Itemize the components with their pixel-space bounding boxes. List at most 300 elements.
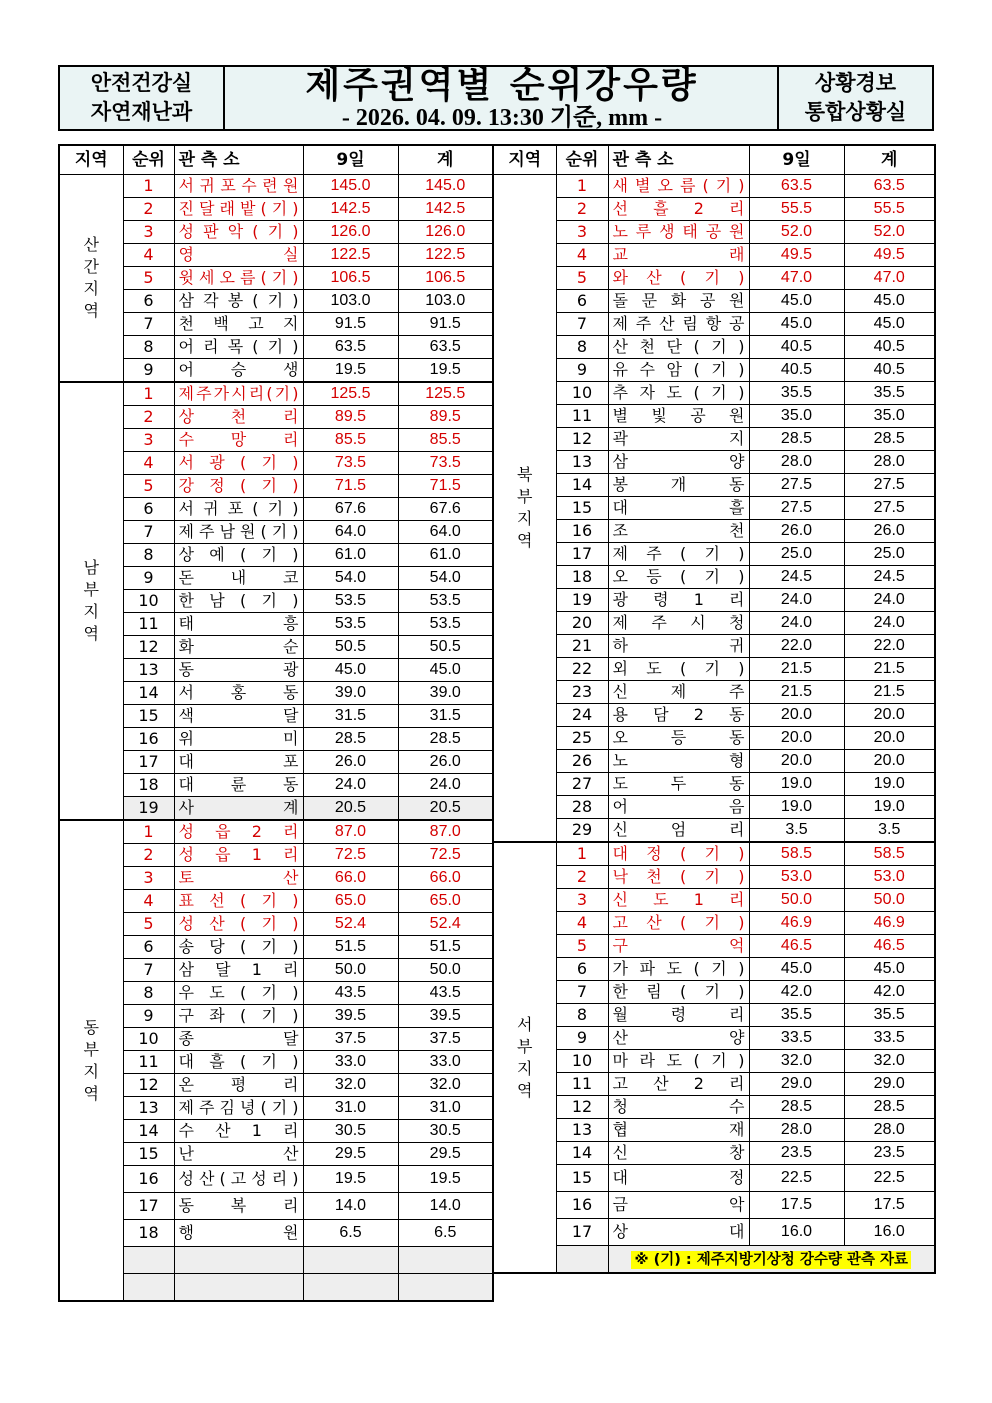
report-subtitle: - 2026. 04. 09. 13:30 기준, mm - <box>341 105 663 131</box>
total-rainfall-cell: 53.0 <box>844 866 935 889</box>
rank-cell: 12 <box>123 1074 174 1097</box>
total-rainfall-cell: 73.5 <box>398 452 493 475</box>
day-rainfall-cell: 28.5 <box>303 728 398 751</box>
station-name: 성 산 ( 기 ) <box>178 914 299 933</box>
station-cell <box>174 1274 303 1302</box>
table-row <box>493 750 935 773</box>
station-name: 제 주 김 녕 ( 기 ) <box>178 1098 299 1117</box>
station-cell <box>608 589 749 612</box>
rank-cell: 13 <box>123 659 174 682</box>
rank-cell: 17 <box>123 1193 174 1220</box>
station-cell <box>608 1073 749 1096</box>
total-rainfall-cell: 32.0 <box>398 1074 493 1097</box>
station-cell <box>174 567 303 590</box>
station-name: 사 계 <box>178 798 299 817</box>
total-rainfall-cell: 35.5 <box>844 382 935 405</box>
station-cell <box>174 290 303 313</box>
station-name: 광 령 1 리 <box>612 590 745 609</box>
total-rainfall-cell: 22.0 <box>844 635 935 658</box>
station-name: 삼 양 <box>612 452 745 471</box>
total-rainfall-cell: 19.5 <box>398 1166 493 1193</box>
day-rainfall-cell: 28.5 <box>749 428 844 451</box>
station-name: 수 망 리 <box>178 430 299 449</box>
station-cell <box>174 267 303 290</box>
total-rainfall-cell: 145.0 <box>398 175 493 198</box>
station-name: 삼 달 1 리 <box>178 960 299 979</box>
rank-cell: 1 <box>123 382 174 406</box>
total-rainfall-cell: 29.0 <box>844 1073 935 1096</box>
station-name: 상 천 리 <box>178 407 299 426</box>
day-rainfall-cell: 89.5 <box>303 406 398 429</box>
station-cell <box>174 913 303 936</box>
total-rainfall-cell: 31.0 <box>398 1097 493 1120</box>
station-name: 성 판 악 ( 기 ) <box>178 222 299 241</box>
day-rainfall-cell: 50.0 <box>749 889 844 912</box>
table-row <box>493 1073 935 1096</box>
day-rainfall-cell: 43.5 <box>303 982 398 1005</box>
rank-cell: 17 <box>556 543 608 566</box>
table-row <box>59 221 493 244</box>
station-name: 고 산 ( 기 ) <box>612 913 745 932</box>
table-row <box>59 751 493 774</box>
table-row <box>59 429 493 452</box>
rank-cell: 16 <box>123 728 174 751</box>
rank-cell <box>556 1246 608 1274</box>
table-row <box>59 336 493 359</box>
table-row <box>493 1119 935 1142</box>
day-rainfall-cell: 37.5 <box>303 1028 398 1051</box>
table-row <box>59 452 493 475</box>
station-name: 유 수 암 ( 기 ) <box>612 360 745 379</box>
total-rainfall-cell: 26.0 <box>844 520 935 543</box>
department-line-1: 안전건강실 <box>90 71 193 95</box>
left-rainfall-table <box>58 144 494 1302</box>
day-rainfall-cell: 42.0 <box>749 981 844 1004</box>
station-cell <box>174 751 303 774</box>
day-rainfall-cell: 32.0 <box>749 1050 844 1073</box>
rank-cell: 24 <box>556 704 608 727</box>
rank-cell: 17 <box>123 751 174 774</box>
total-rainfall-cell: 23.5 <box>844 1142 935 1165</box>
total-rainfall-cell: 45.0 <box>844 958 935 981</box>
rank-cell: 5 <box>123 913 174 936</box>
total-rainfall-cell: 47.0 <box>844 267 935 290</box>
total-rainfall-cell: 20.0 <box>844 727 935 750</box>
table-row <box>59 1074 493 1097</box>
table-row <box>59 1274 493 1302</box>
station-cell <box>174 636 303 659</box>
day-rainfall-cell: 28.0 <box>749 1119 844 1142</box>
rank-cell: 16 <box>123 1166 174 1193</box>
station-cell <box>174 1166 303 1193</box>
total-rainfall-cell: 28.0 <box>844 1119 935 1142</box>
station-name: 한 림 ( 기 ) <box>612 982 745 1001</box>
station-cell <box>174 244 303 267</box>
rank-cell: 14 <box>556 1142 608 1165</box>
day-rainfall-cell: 33.0 <box>303 1051 398 1074</box>
col-region: 지역 <box>493 145 556 175</box>
station-name: 돈 내 코 <box>178 568 299 587</box>
station-name: 제 주 산 림 항 공 <box>612 314 745 333</box>
day-rainfall-cell: 26.0 <box>749 520 844 543</box>
station-cell <box>608 267 749 290</box>
station-cell <box>174 867 303 890</box>
station-cell <box>174 797 303 821</box>
table-row <box>59 613 493 636</box>
station-name: 강 정 ( 기 ) <box>178 476 299 495</box>
table-row <box>59 1028 493 1051</box>
rank-cell: 11 <box>123 1051 174 1074</box>
station-name: 협 재 <box>612 1120 745 1139</box>
day-rainfall-cell: 66.0 <box>303 867 398 890</box>
day-rainfall-cell: 67.6 <box>303 498 398 521</box>
table-row <box>59 867 493 890</box>
station-cell <box>608 958 749 981</box>
station-cell <box>174 1193 303 1220</box>
day-rainfall-cell: 17.5 <box>749 1192 844 1219</box>
total-rainfall-cell: 103.0 <box>398 290 493 313</box>
station-cell <box>174 313 303 336</box>
table-row <box>493 681 935 704</box>
rank-cell: 2 <box>123 406 174 429</box>
station-name: 고 산 2 리 <box>612 1074 745 1093</box>
rank-cell: 5 <box>123 267 174 290</box>
table-row <box>59 1120 493 1143</box>
rank-cell: 10 <box>123 590 174 613</box>
station-name: 마 라 도 ( 기 ) <box>612 1051 745 1070</box>
department-box <box>60 67 225 129</box>
rank-cell: 2 <box>123 844 174 867</box>
table-row <box>59 198 493 221</box>
table-row <box>493 497 935 520</box>
station-name: 태 흥 <box>178 614 299 633</box>
station-name: 청 수 <box>612 1097 745 1116</box>
day-rainfall-cell: 40.5 <box>749 336 844 359</box>
total-rainfall-cell: 37.5 <box>398 1028 493 1051</box>
day-rainfall-cell: 71.5 <box>303 475 398 498</box>
day-rainfall-cell: 55.5 <box>749 198 844 221</box>
station-name: 상 대 <box>612 1222 745 1241</box>
day-rainfall-cell: 28.0 <box>749 451 844 474</box>
total-rainfall-cell: 67.6 <box>398 498 493 521</box>
day-rainfall-cell: 145.0 <box>303 175 398 198</box>
rank-cell: 4 <box>123 244 174 267</box>
day-rainfall-cell: 25.0 <box>749 543 844 566</box>
day-rainfall-cell: 27.5 <box>749 497 844 520</box>
station-cell <box>608 336 749 359</box>
table-row <box>59 313 493 336</box>
table-row <box>59 406 493 429</box>
table-row <box>59 682 493 705</box>
station-cell <box>608 842 749 866</box>
day-rainfall-cell: 49.5 <box>749 244 844 267</box>
total-rainfall-cell: 32.0 <box>844 1050 935 1073</box>
table-row <box>59 521 493 544</box>
station-name: 송 당 ( 기 ) <box>178 937 299 956</box>
station-name: 구 좌 ( 기 ) <box>178 1006 299 1025</box>
station-name: 산 천 단 ( 기 ) <box>612 337 745 356</box>
station-cell <box>608 175 749 198</box>
rank-cell: 8 <box>123 544 174 567</box>
station-cell <box>174 1120 303 1143</box>
total-rainfall-cell: 24.5 <box>844 566 935 589</box>
station-name: 대 정 ( 기 ) <box>612 844 745 863</box>
station-name: 동 광 <box>178 660 299 679</box>
total-rainfall-cell: 63.5 <box>398 336 493 359</box>
day-rainfall-cell: 22.5 <box>749 1165 844 1192</box>
table-row <box>59 774 493 797</box>
total-rainfall-cell: 19.5 <box>398 359 493 383</box>
station-name: 한 남 ( 기 ) <box>178 591 299 610</box>
table-row <box>59 590 493 613</box>
station-cell <box>608 1096 749 1119</box>
rank-cell: 8 <box>556 336 608 359</box>
rank-cell: 25 <box>556 727 608 750</box>
station-name: 조 천 <box>612 521 745 540</box>
day-rainfall-cell: 24.5 <box>749 566 844 589</box>
table-row <box>493 612 935 635</box>
station-cell <box>608 1027 749 1050</box>
station-cell <box>174 429 303 452</box>
station-name: 서 귀 포 수 련 원 <box>178 176 299 195</box>
day-rainfall-cell: 64.0 <box>303 521 398 544</box>
station-cell <box>174 198 303 221</box>
day-rainfall-cell: 20.0 <box>749 727 844 750</box>
station-cell <box>174 406 303 429</box>
station-cell <box>608 612 749 635</box>
station-cell <box>174 498 303 521</box>
office-line-2: 통합상황실 <box>804 100 907 124</box>
table-row <box>493 842 935 866</box>
station-cell <box>608 1142 749 1165</box>
total-rainfall-cell: 53.5 <box>398 590 493 613</box>
station-cell <box>174 175 303 198</box>
day-rainfall-cell: 16.0 <box>749 1219 844 1246</box>
station-cell <box>608 935 749 958</box>
day-rainfall-cell: 106.5 <box>303 267 398 290</box>
total-rainfall-cell: 26.0 <box>398 751 493 774</box>
rank-cell: 15 <box>556 1165 608 1192</box>
rank-cell: 6 <box>123 498 174 521</box>
table-row <box>59 267 493 290</box>
rank-cell: 15 <box>123 1143 174 1166</box>
station-name: 오 등 ( 기 ) <box>612 567 745 586</box>
table-row <box>59 1166 493 1193</box>
day-rainfall-cell: 72.5 <box>303 844 398 867</box>
rank-cell: 3 <box>556 221 608 244</box>
station-name: 봉 개 동 <box>612 475 745 494</box>
table-row <box>493 1050 935 1073</box>
station-name: 제 주 ( 기 ) <box>612 544 745 563</box>
day-rainfall-cell <box>303 1274 398 1302</box>
day-rainfall-cell: 22.0 <box>749 635 844 658</box>
station-cell <box>174 959 303 982</box>
rank-cell: 20 <box>556 612 608 635</box>
station-name: 가 파 도 ( 기 ) <box>612 959 745 978</box>
total-rainfall-cell: 3.5 <box>844 819 935 843</box>
rank-cell: 1 <box>556 842 608 866</box>
station-name: 화 순 <box>178 637 299 656</box>
station-cell <box>608 704 749 727</box>
station-name: 색 달 <box>178 706 299 725</box>
rank-cell: 4 <box>123 452 174 475</box>
total-rainfall-cell: 91.5 <box>398 313 493 336</box>
station-name: 선 흘 2 리 <box>612 199 745 218</box>
total-rainfall-cell: 35.5 <box>844 1004 935 1027</box>
station-name: 천 백 고 지 <box>178 314 299 333</box>
total-rainfall-cell: 66.0 <box>398 867 493 890</box>
day-rainfall-cell: 33.5 <box>749 1027 844 1050</box>
region-label: 서 부 지 역 <box>493 842 556 1273</box>
station-cell <box>608 543 749 566</box>
station-name: 윗 세 오 름 ( 기 ) <box>178 268 299 287</box>
table-row <box>493 1246 935 1274</box>
station-cell <box>608 474 749 497</box>
rank-cell: 9 <box>556 359 608 382</box>
total-rainfall-cell: 21.5 <box>844 658 935 681</box>
total-rainfall-cell: 50.0 <box>844 889 935 912</box>
station-cell <box>608 796 749 819</box>
total-rainfall-cell: 24.0 <box>844 612 935 635</box>
station-cell <box>174 1051 303 1074</box>
rank-cell: 6 <box>123 936 174 959</box>
rank-cell: 6 <box>556 958 608 981</box>
station-cell <box>174 659 303 682</box>
rank-cell: 10 <box>556 382 608 405</box>
rank-cell: 9 <box>556 1027 608 1050</box>
total-rainfall-cell: 54.0 <box>398 567 493 590</box>
day-rainfall-cell: 125.5 <box>303 382 398 406</box>
table-row <box>493 1192 935 1219</box>
table-row <box>59 382 493 406</box>
station-name: 새 별 오 름 ( 기 ) <box>612 176 745 195</box>
total-rainfall-cell: 50.5 <box>398 636 493 659</box>
table-row <box>493 405 935 428</box>
rank-cell: 4 <box>556 244 608 267</box>
rank-cell: 7 <box>123 313 174 336</box>
day-rainfall-cell: 142.5 <box>303 198 398 221</box>
total-rainfall-cell: 72.5 <box>398 844 493 867</box>
station-name: 토 산 <box>178 868 299 887</box>
day-rainfall-cell: 21.5 <box>749 658 844 681</box>
total-rainfall-cell: 19.0 <box>844 796 935 819</box>
station-cell <box>608 912 749 935</box>
station-name: 서 귀 포 ( 기 ) <box>178 499 299 518</box>
station-name: 성 읍 1 리 <box>178 845 299 864</box>
station-cell <box>174 774 303 797</box>
rank-cell: 10 <box>556 1050 608 1073</box>
station-name: 신 제 주 <box>612 682 745 701</box>
total-rainfall-cell: 106.5 <box>398 267 493 290</box>
table-row <box>493 290 935 313</box>
table-row <box>493 313 935 336</box>
day-rainfall-cell: 14.0 <box>303 1193 398 1220</box>
total-rainfall-cell: 22.5 <box>844 1165 935 1192</box>
station-cell <box>174 890 303 913</box>
col-day: 9일 <box>749 145 844 175</box>
day-rainfall-cell <box>303 1247 398 1274</box>
office-line-1: 상황경보 <box>814 71 897 95</box>
station-cell <box>608 773 749 796</box>
table-row <box>493 1027 935 1050</box>
station-name: 곽 지 <box>612 429 745 448</box>
total-rainfall-cell: 19.0 <box>844 773 935 796</box>
table-row <box>59 1247 493 1274</box>
day-rainfall-cell: 50.0 <box>303 959 398 982</box>
station-cell <box>608 889 749 912</box>
day-rainfall-cell: 51.5 <box>303 936 398 959</box>
day-rainfall-cell: 73.5 <box>303 452 398 475</box>
day-rainfall-cell: 46.9 <box>749 912 844 935</box>
station-name: 추 자 도 ( 기 ) <box>612 383 745 402</box>
table-row <box>59 820 493 844</box>
rank-cell: 4 <box>123 890 174 913</box>
table-row <box>493 912 935 935</box>
station-cell <box>174 820 303 844</box>
station-cell <box>174 336 303 359</box>
total-rainfall-cell: 42.0 <box>844 981 935 1004</box>
total-rainfall-cell: 122.5 <box>398 244 493 267</box>
table-row <box>493 451 935 474</box>
day-rainfall-cell: 21.5 <box>749 681 844 704</box>
total-rainfall-cell: 46.9 <box>844 912 935 935</box>
station-cell <box>608 290 749 313</box>
station-cell <box>608 1004 749 1027</box>
total-rainfall-cell: 53.5 <box>398 613 493 636</box>
rank-cell: 9 <box>123 359 174 383</box>
rank-cell: 11 <box>556 1073 608 1096</box>
station-cell <box>174 1247 303 1274</box>
total-rainfall-cell: 28.5 <box>844 1096 935 1119</box>
day-rainfall-cell: 35.0 <box>749 405 844 428</box>
station-cell <box>608 359 749 382</box>
table-row <box>493 1219 935 1246</box>
total-rainfall-cell: 51.5 <box>398 936 493 959</box>
rank-cell: 3 <box>123 867 174 890</box>
station-cell <box>174 521 303 544</box>
table-row <box>59 636 493 659</box>
rank-cell: 29 <box>556 819 608 843</box>
table-row <box>59 1193 493 1220</box>
table-row <box>493 474 935 497</box>
station-cell <box>608 1219 749 1246</box>
total-rainfall-cell: 29.5 <box>398 1143 493 1166</box>
rank-cell: 23 <box>556 681 608 704</box>
rank-cell: 8 <box>556 1004 608 1027</box>
total-rainfall-cell: 50.0 <box>398 959 493 982</box>
table-row <box>59 728 493 751</box>
table-row <box>493 520 935 543</box>
total-rainfall-cell: 40.5 <box>844 359 935 382</box>
report-title: 제주권역별 순위강우량 <box>305 65 699 106</box>
total-rainfall-cell: 16.0 <box>844 1219 935 1246</box>
rank-cell: 16 <box>556 520 608 543</box>
total-rainfall-cell: 20.0 <box>844 704 935 727</box>
station-name: 서 홍 동 <box>178 683 299 702</box>
station-name: 제 주 남 원 ( 기 ) <box>178 522 299 541</box>
station-name: 오 등 동 <box>612 728 745 747</box>
total-rainfall-cell: 27.5 <box>844 474 935 497</box>
rank-cell: 5 <box>556 267 608 290</box>
office-box <box>777 67 932 129</box>
station-name: 우 도 ( 기 ) <box>178 983 299 1002</box>
total-rainfall-cell: 21.5 <box>844 681 935 704</box>
rank-cell: 3 <box>123 221 174 244</box>
table-row <box>493 428 935 451</box>
station-cell <box>608 635 749 658</box>
day-rainfall-cell: 19.5 <box>303 359 398 383</box>
day-rainfall-cell: 85.5 <box>303 429 398 452</box>
